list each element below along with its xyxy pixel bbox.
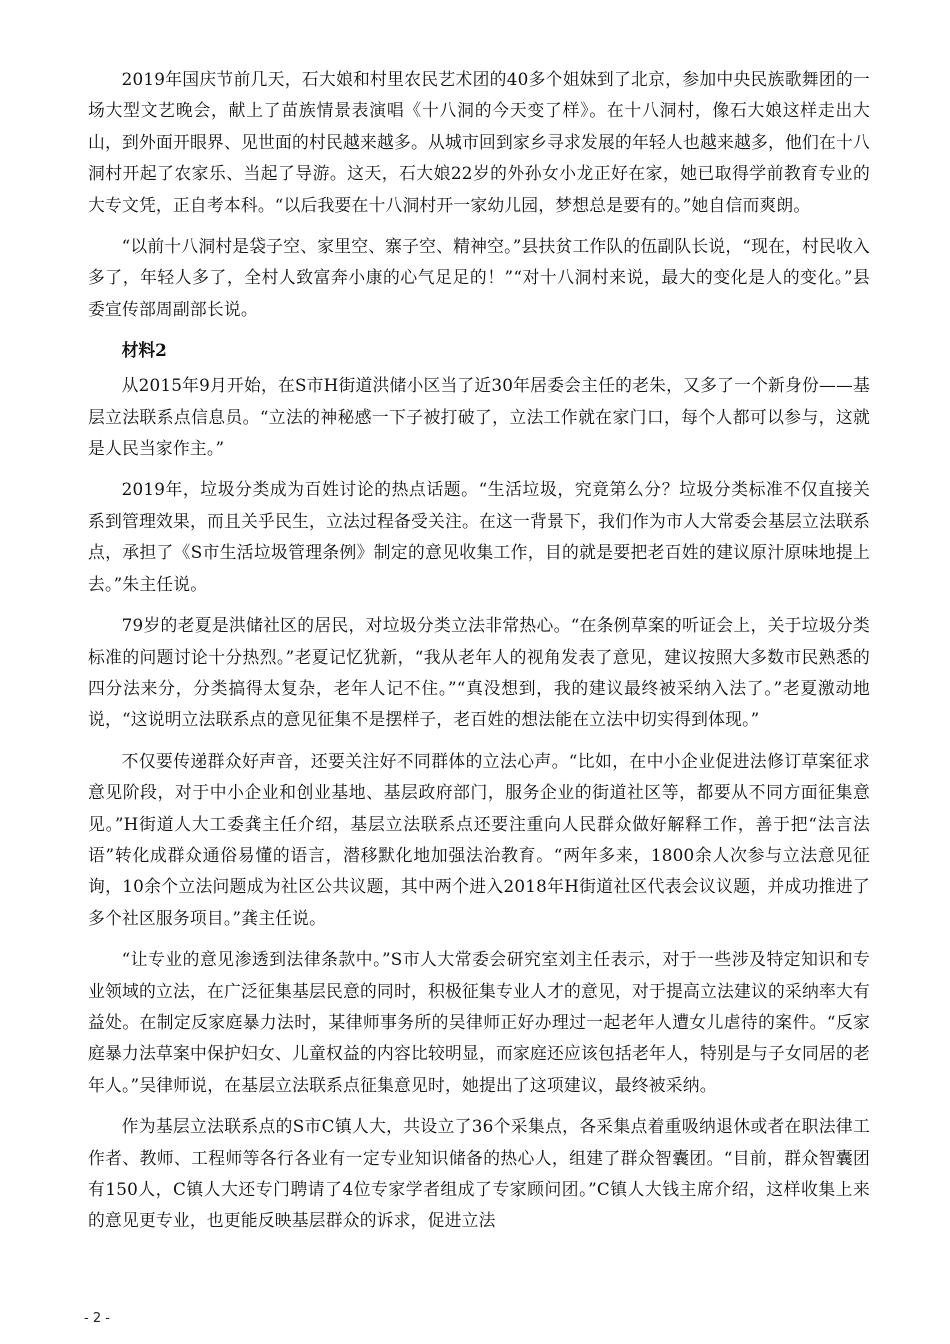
paragraph-laoxia-opinion: 79岁的老夏是洪储社区的居民，对垃圾分类立法非常热心。“在条例草案的听证会上，关于垃圾分类标准的问题讨论十分热烈。”老夏记忆犹新，“我从老年人的视角发表了意见，建议按照大多数市民熟悉的四分法来分，分类搞得太复杂，老年人记不住。”“真没想到，我的建议最终被采纳入法了。”老夏激动地说，“这说明立法联系点的意见征集不是摆样子，老百姓的想法能在立法中切实得到体现。” [88,615,870,730]
paragraph-professional-opinion: “让专业的意见渗透到法律条款中。”S市人大常委会研究室刘主任表示，对于一些涉及特定知识和专业领域的立法，在广泛征集基层民意的同时，积极征集专业人才的意见，对于提高立法建议的采纳率大有益处。在制定反家庭暴力法时，某律师事务所的吴律师正好办理过一起老年人遭女儿虐待的案件。“反家庭暴力法草案中保护妇女、儿童权益的内容比较明显，而家庭还应该包括老年人，特别是与子女同居的老年人。”吴律师说，在基层立法联系点征集意见时，她提出了这项建议，最终被采纳。 [88,949,870,1095]
paragraph-shibadong-change: “以前十八洞村是袋子空、家里空、寨子空、精神空。”县扶贫工作队的伍副队长说，“现在，村民收入多了，年轻人多了，全村人致富奔小康的心气足足的！”“对十八洞村来说，最大的变化是人的变化。”县委宣传部周副部长说。 [88,236,870,319]
paragraph-garbage-sorting: 2019年，垃圾分类成为百姓讨论的热点话题。“生活垃圾，究竟第么分？垃圾分类标准不仅直接关系到管理效果，而且关乎民生，立法过程备受关注。在这一背景下，我们作为市人大常委会基层立法联系点，承担了《S市生活垃圾管理条例》制定的意见收集工作，目的就是要把老百姓的建议原汁原味地提上去。”朱主任说。 [88,479,870,594]
section-heading-material-2: 材料2 [121,340,167,361]
paragraph-different-groups: 不仅要传递群众好声音，还要关注好不同群体的立法心声。“比如，在中小企业促进法修订草案征求意见阶段，对于中小企业和创业基地、基层政府部门，服务企业的街道社区等，都要从不同方面征集意见。”H街道人大工委龚主任介绍，基层立法联系点还要注重向人民群众做好解释工作，善于把“法言法语”转化成群众通俗易懂的语言，潜移默化地加强法治教育。“两年多来，1800余人次参与立法意见征询，10余个立法问题成为社区公共议题，其中两个进入2018年H街道社区代表会议议题，并成功推进了多个社区服务项目。”龚主任说。 [88,750,870,928]
paragraph-c-town-think-tank: 作为基层立法联系点的S市C镇人大，共设立了36个采集点，各采集点着重吸纳退休或者在职法律工作者、教师、工程师等各行各业有一定专业知识储备的热心人，组建了群众智囊团。“目前，群众智囊团有150人，C镇人大还专门聘请了4位专家学者组成了专家顾问团。”C镇人大钱主席介绍，这样收集上来的意见更专业，也更能反映基层群众的诉求，促进立法 [88,1116,870,1231]
document-body [88,64,870,1247]
paragraph-laozhu-informant: 从2015年9月开始，在S市H街道洪储小区当了近30年居委会主任的老朱，又多了一个新身份——基层立法联系点信息员。“立法的神秘感一下子被打破了，立法工作就在家门口，每个人都可以参与，这就是人民当家作主。” [88,375,870,459]
paragraph-shidaniang-beijing: 2019年国庆节前几天，石大娘和村里农民艺术团的40多个姐妹到了北京，参加中央民族歌舞团的一场大型文艺晚会，献上了苗族情景表演唱《十八洞的今天变了样》。在十八洞村，像石大娘这样走出大山，到外面开眼界、见世面的村民越来越多。从城市回到家乡寻求发展的年轻人也越来越多，他们在十八洞村开起了农家乐、当起了导游。这天，石大娘22岁的外孙女小龙正好在家，她已取得学前教育专业的大专文凭，正自考本科。“以后我要在十八洞村开一家幼儿园，梦想总是要有的。”她自信而爽朗。 [88,69,870,215]
page-number: - 2 - [84,1311,110,1326]
